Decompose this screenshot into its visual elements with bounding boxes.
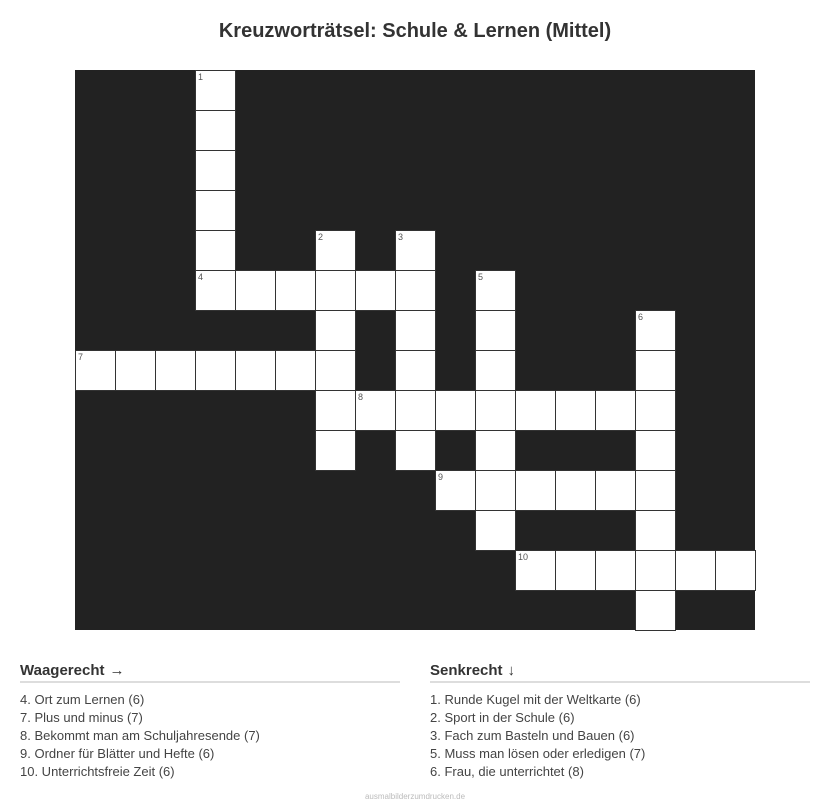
crossword-cell[interactable]: [115, 350, 156, 391]
cell-number: 1: [198, 72, 204, 82]
crossword-cell[interactable]: [555, 390, 596, 431]
clue-across-item: 9. Ordner für Blätter und Hefte (6): [20, 746, 215, 761]
crossword-cell[interactable]: [275, 350, 316, 391]
crossword-cell[interactable]: [195, 230, 236, 271]
clue-down-item: 1. Runde Kugel mit der Weltkarte (6): [430, 692, 641, 707]
clues-across-list: [20, 691, 400, 781]
crossword-cell[interactable]: [475, 510, 516, 551]
page-title: Kreuzworträtsel: Schule & Lernen (Mittel): [218, 20, 612, 42]
cell-number: 5: [478, 272, 484, 282]
crossword-cell[interactable]: [555, 550, 596, 591]
crossword-cell[interactable]: [635, 590, 676, 631]
crossword-cell[interactable]: [395, 430, 436, 471]
crossword-cell[interactable]: [635, 510, 676, 551]
crossword-cell[interactable]: [515, 390, 556, 431]
cell-number: 2: [318, 232, 324, 242]
crossword-cell[interactable]: [635, 310, 676, 351]
crossword-cell[interactable]: [315, 430, 356, 471]
crossword-cell[interactable]: [475, 430, 516, 471]
crossword-cell[interactable]: [195, 110, 236, 151]
clues-across-heading-label: Waagerecht: [20, 662, 105, 679]
crossword-cell[interactable]: [235, 270, 276, 311]
crossword-cell[interactable]: [315, 350, 356, 391]
crossword-cell[interactable]: [475, 270, 516, 311]
cell-number: 7: [78, 352, 84, 362]
cell-number: 3: [398, 232, 404, 242]
crossword-cell[interactable]: [315, 230, 356, 271]
crossword-cell[interactable]: [475, 310, 516, 351]
footer-source: ausmalbilderzumdrucken.de: [364, 792, 466, 801]
crossword-cell[interactable]: [635, 470, 676, 511]
crossword-cell[interactable]: [595, 390, 636, 431]
crossword-cell[interactable]: [675, 550, 716, 591]
cell-number: 4: [198, 272, 204, 282]
arrow-right-icon: →: [109, 662, 125, 679]
crossword-cell[interactable]: [435, 470, 476, 511]
crossword-cell[interactable]: [195, 270, 236, 311]
crossword-cell[interactable]: [235, 350, 276, 391]
crossword-cell[interactable]: [315, 270, 356, 311]
clue-across-item: 8. Bekommt man am Schuljahresende (7): [20, 728, 260, 743]
clue-down-item: 2. Sport in der Schule (6): [430, 710, 575, 725]
crossword-cell[interactable]: [715, 550, 756, 591]
crossword-cell[interactable]: [195, 150, 236, 191]
crossword-cell[interactable]: [195, 350, 236, 391]
crossword-cell[interactable]: [355, 270, 396, 311]
clue-across-item: 10. Unterrichtsfreie Zeit (6): [20, 764, 175, 779]
clues-down-heading: [430, 662, 810, 683]
clue-down-item: 3. Fach zum Basteln und Bauen (6): [430, 728, 635, 743]
crossword-cell[interactable]: [195, 70, 236, 111]
crossword-cell[interactable]: [315, 390, 356, 431]
clue-down-item: 6. Frau, die unterrichtet (8): [430, 764, 584, 779]
crossword-cell[interactable]: [435, 390, 476, 431]
crossword-cell[interactable]: [595, 550, 636, 591]
crossword-cell[interactable]: [515, 550, 556, 591]
crossword-cell[interactable]: [595, 470, 636, 511]
crossword-cell[interactable]: [635, 550, 676, 591]
clues-across-section: [20, 662, 400, 781]
cell-number: 10: [518, 552, 529, 562]
crossword-cell[interactable]: [315, 310, 356, 351]
crossword-cell[interactable]: [635, 390, 676, 431]
arrow-down-icon: ↓: [507, 662, 516, 679]
clue-across-item: 4. Ort zum Lernen (6): [20, 692, 145, 707]
crossword-cell[interactable]: [515, 470, 556, 511]
crossword-cell[interactable]: [395, 350, 436, 391]
crossword-cell[interactable]: [635, 350, 676, 391]
cell-number: 9: [438, 472, 444, 482]
crossword-cell[interactable]: [195, 190, 236, 231]
crossword-cell[interactable]: [395, 270, 436, 311]
cell-number: 6: [638, 312, 644, 322]
crossword-cell[interactable]: [635, 430, 676, 471]
crossword-cell[interactable]: [475, 390, 516, 431]
crossword-cell[interactable]: [275, 270, 316, 311]
crossword-cell[interactable]: [395, 310, 436, 351]
clues-down-heading-label: Senkrecht: [430, 662, 503, 679]
crossword-cell[interactable]: [155, 350, 196, 391]
clues-down-section: [430, 662, 810, 781]
crossword-cell[interactable]: [475, 470, 516, 511]
clue-across-item: 7. Plus und minus (7): [20, 710, 143, 725]
crossword-cell[interactable]: [75, 350, 116, 391]
clue-down-item: 5. Muss man lösen oder erledigen (7): [430, 746, 646, 761]
crossword-cell[interactable]: [355, 390, 396, 431]
crossword-grid: [75, 70, 755, 630]
clues-across-heading: [20, 662, 400, 683]
clues-down-list: [430, 691, 810, 781]
crossword-cell[interactable]: [475, 350, 516, 391]
crossword-cell[interactable]: [555, 470, 596, 511]
crossword-cell[interactable]: [395, 230, 436, 271]
crossword-cell[interactable]: [395, 390, 436, 431]
cell-number: 8: [358, 392, 364, 402]
